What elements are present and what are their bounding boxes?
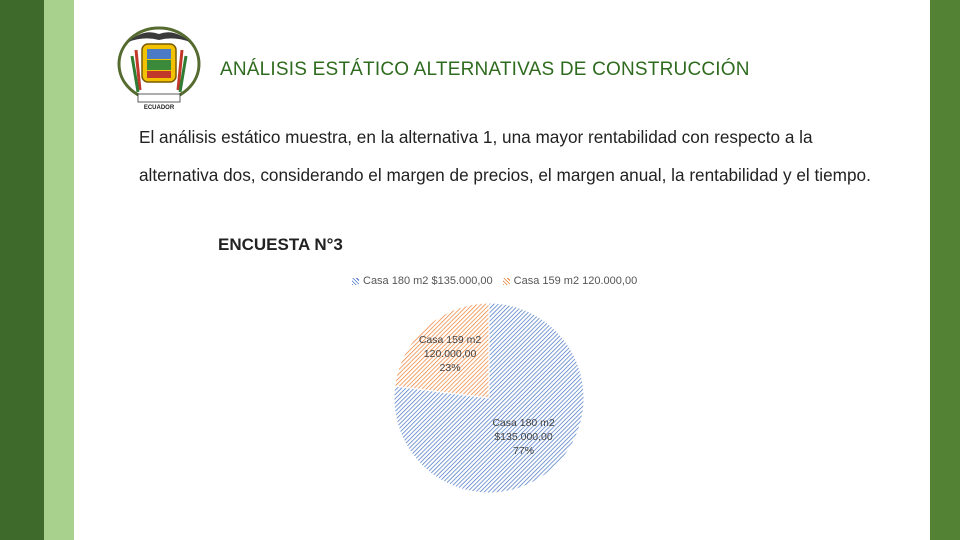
slice-label-casa-159-price: 120.000,00 — [423, 347, 477, 360]
chart-title: ENCUESTA N°3 — [218, 235, 343, 254]
slice-label-casa-159-pct: 23% — [439, 361, 461, 374]
slice-label-casa-180-pct: 77% — [513, 445, 535, 458]
slice-label-casa-180-price: $135.000,00 — [494, 431, 553, 444]
slice-label-casa-159-name: Casa 159 m2 — [418, 333, 482, 346]
page-title: ANÁLISIS ESTÁTICO ALTERNATIVAS DE CONSTRUCCIÓN — [220, 59, 750, 80]
slice-label-casa-180-name: Casa 180 m2 — [492, 417, 555, 430]
legend-label-casa-180: Casa 180 m2 $135.000,00 — [363, 275, 493, 287]
slice-label-casa-159 — [405, 333, 495, 375]
body-paragraph: El análisis estático muestra, en la alternativa 1, una mayor rentabilidad con respecto a la alternativa dos, considerando el margen de precios, el margen anual, la rentabilidad y el tiempo. — [139, 127, 871, 185]
logo-caption: ECUADOR — [143, 105, 175, 111]
slice-label-casa-180 — [479, 416, 569, 458]
legend-label-casa-159: Casa 159 m2 120.000,00 — [513, 275, 638, 287]
